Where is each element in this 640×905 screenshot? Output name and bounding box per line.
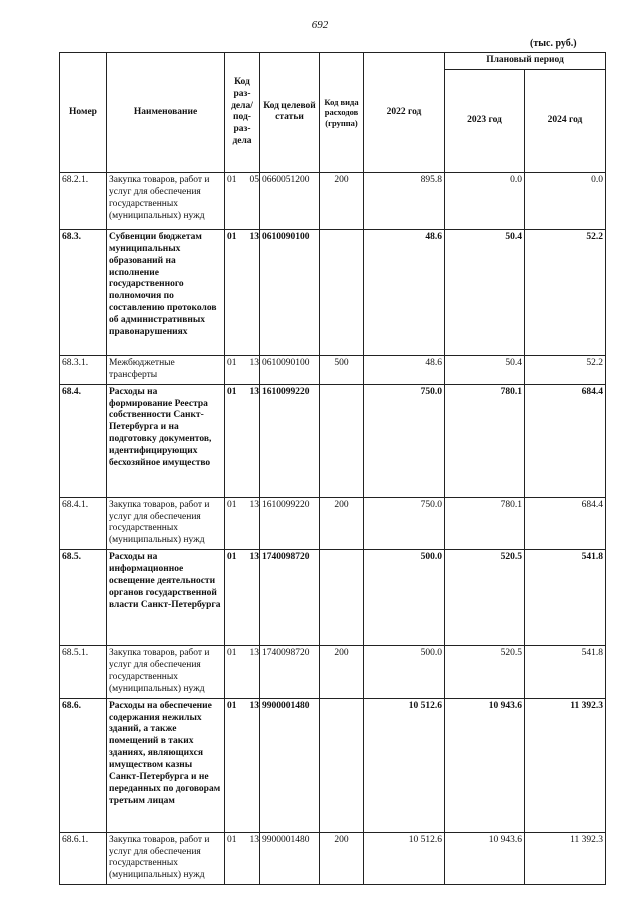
table-row	[60, 550, 606, 646]
row-target-code: 1740098720	[260, 646, 320, 699]
row-number: 68.3.1.	[60, 355, 107, 384]
row-target-code: 1610099220	[260, 497, 320, 550]
row-target-code: 9900001480	[260, 698, 320, 832]
row-value-2024: 0.0	[525, 172, 606, 229]
section-code: 01	[227, 834, 237, 845]
row-value-2024: 541.8	[525, 550, 606, 646]
section-code: 01	[227, 700, 237, 711]
row-value-2022: 10 512.6	[364, 698, 445, 832]
row-number: 68.4.1.	[60, 497, 107, 550]
page-number: 692	[311, 19, 329, 31]
table-row	[60, 229, 606, 355]
row-value-2024: 684.4	[525, 384, 606, 497]
row-name: Закупка товаров, работ и услуг для обеспечения государственных (муниципальных) нужд	[107, 832, 225, 885]
row-value-2024: 541.8	[525, 646, 606, 699]
subsection-code: 13	[249, 231, 259, 242]
row-target-code: 1610099220	[260, 384, 320, 497]
row-name: Межбюджетные трансферты	[107, 355, 225, 384]
row-section-code	[225, 355, 260, 384]
row-number: 68.3.	[60, 229, 107, 355]
row-value-2023: 50.4	[445, 229, 525, 355]
table-body	[60, 172, 606, 884]
section-code: 01	[227, 499, 237, 510]
row-name: Субвенции бюджетам муниципальных образований на исполнение государственного полномочия по составлению протоколов об административных правонарушениях	[107, 229, 225, 355]
section-code: 01	[227, 231, 237, 242]
row-expense-code	[320, 384, 364, 497]
row-expense-code: 200	[320, 172, 364, 229]
header-2022: 2022 год	[364, 53, 445, 173]
header-2024: 2024 год	[525, 69, 606, 172]
row-section-code	[225, 229, 260, 355]
row-value-2024: 684.4	[525, 497, 606, 550]
row-expense-code: 200	[320, 497, 364, 550]
subsection-code: 13	[249, 648, 259, 659]
subsection-code: 13	[249, 386, 259, 397]
table-row	[60, 832, 606, 885]
subsection-code: 13	[249, 499, 259, 510]
row-value-2023: 10 943.6	[445, 698, 525, 832]
table-row	[60, 698, 606, 832]
table-row	[60, 355, 606, 384]
row-value-2022: 10 512.6	[364, 832, 445, 885]
row-name: Закупка товаров, работ и услуг для обеспечения государственных (муниципальных) нужд	[107, 497, 225, 550]
row-expense-code: 200	[320, 832, 364, 885]
header-section: Код раз-дела/ под-раз-дела	[225, 53, 260, 173]
row-value-2023: 50.4	[445, 355, 525, 384]
row-value-2023: 0.0	[445, 172, 525, 229]
table-row	[60, 497, 606, 550]
row-value-2022: 750.0	[364, 384, 445, 497]
row-name: Расходы на обеспечение содержания нежилых зданий, а также помещений в таких зданиях, являющихся имуществом казны Санкт-Петербурга и не переданных по договорам третьим лицам	[107, 698, 225, 832]
row-value-2022: 48.6	[364, 229, 445, 355]
row-value-2022: 500.0	[364, 646, 445, 699]
row-value-2023: 10 943.6	[445, 832, 525, 885]
row-expense-code	[320, 229, 364, 355]
row-section-code	[225, 497, 260, 550]
row-number: 68.4.	[60, 384, 107, 497]
row-value-2022: 750.0	[364, 497, 445, 550]
row-target-code: 0610090100	[260, 355, 320, 384]
section-code: 01	[227, 174, 237, 185]
row-section-code	[225, 172, 260, 229]
row-value-2022: 500.0	[364, 550, 445, 646]
row-expense-code	[320, 698, 364, 832]
section-code: 01	[227, 386, 237, 397]
table-row	[60, 172, 606, 229]
row-target-code: 1740098720	[260, 550, 320, 646]
row-section-code	[225, 646, 260, 699]
row-value-2024: 52.2	[525, 229, 606, 355]
row-number: 68.5.1.	[60, 646, 107, 699]
section-code: 01	[227, 648, 237, 659]
row-number: 68.2.1.	[60, 172, 107, 229]
table-header	[60, 53, 606, 173]
row-target-code: 9900001480	[260, 832, 320, 885]
header-expense: Код вида расходов (группа)	[320, 53, 364, 173]
row-number: 68.5.	[60, 550, 107, 646]
row-value-2023: 520.5	[445, 646, 525, 699]
row-value-2022: 895.8	[364, 172, 445, 229]
units-label: (тыс. руб.)	[530, 38, 577, 49]
header-2023: 2023 год	[445, 69, 525, 172]
header-number: Номер	[60, 53, 107, 173]
row-section-code	[225, 832, 260, 885]
subsection-code: 13	[249, 552, 259, 563]
row-expense-code: 200	[320, 646, 364, 699]
subsection-code: 13	[249, 700, 259, 711]
row-expense-code: 500	[320, 355, 364, 384]
header-target: Код целевой статьи	[260, 53, 320, 173]
section-code: 01	[227, 552, 237, 563]
subsection-code: 13	[249, 357, 259, 368]
table-row	[60, 646, 606, 699]
row-value-2023: 780.1	[445, 384, 525, 497]
subsection-code: 13	[249, 834, 259, 845]
row-section-code	[225, 550, 260, 646]
row-target-code: 0660051200	[260, 172, 320, 229]
row-name: Закупка товаров, работ и услуг для обеспечения государственных (муниципальных) нужд	[107, 646, 225, 699]
row-name: Закупка товаров, работ и услуг для обеспечения государственных (муниципальных) нужд	[107, 172, 225, 229]
row-value-2023: 780.1	[445, 497, 525, 550]
header-planned: Плановый период	[445, 53, 606, 70]
row-value-2023: 520.5	[445, 550, 525, 646]
section-code: 01	[227, 357, 237, 368]
table-row	[60, 384, 606, 497]
budget-table	[59, 52, 606, 885]
subsection-code: 05	[249, 174, 259, 185]
header-name: Наименование	[107, 53, 225, 173]
row-target-code: 0610090100	[260, 229, 320, 355]
row-value-2022: 48.6	[364, 355, 445, 384]
row-section-code	[225, 698, 260, 832]
row-name: Расходы на формирование Реестра собственности Санкт-Петербурга и на подготовку документов, идентифицирующих бесхозяйное имущество	[107, 384, 225, 497]
row-value-2024: 11 392.3	[525, 698, 606, 832]
row-section-code	[225, 384, 260, 497]
row-value-2024: 11 392.3	[525, 832, 606, 885]
row-number: 68.6.	[60, 698, 107, 832]
row-name: Расходы на информационное освещение деятельности органов государственной власти Санкт-Петербурга	[107, 550, 225, 646]
row-value-2024: 52.2	[525, 355, 606, 384]
row-expense-code	[320, 550, 364, 646]
row-number: 68.6.1.	[60, 832, 107, 885]
